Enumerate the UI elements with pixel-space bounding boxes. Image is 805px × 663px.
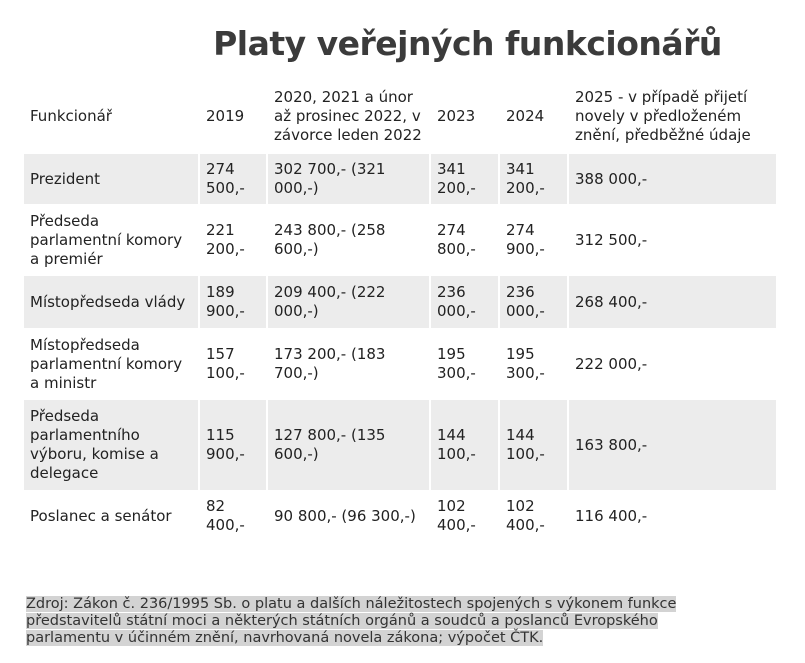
- source-note: [26, 596, 726, 647]
- cell-2020-2022: 173 200,- (183 700,-): [268, 328, 431, 400]
- table-row: [24, 400, 778, 490]
- column-header-2025: 2025 - v případě přijetí novely v předloženém znění, předběžné údaje: [575, 87, 751, 144]
- cell-2020-2022: 243 800,- (258 600,-): [268, 204, 431, 276]
- cell-2025: 268 400,-: [569, 276, 778, 328]
- cell-2024: 236 000,-: [500, 276, 569, 328]
- table-title: Platy veřejných funkcionářů: [213, 24, 722, 63]
- cell-2023: 341 200,-: [431, 154, 500, 204]
- column-header-2019: 2019: [206, 106, 245, 125]
- cell-2020-2022: 209 400,- (222 000,-): [268, 276, 431, 328]
- table-row: [24, 490, 778, 542]
- cell-2023: 236 000,-: [431, 276, 500, 328]
- column-header-2020-2022: 2020, 2021 a únor až prosinec 2022, v závorce leden 2022: [274, 87, 422, 144]
- cell-2023: 195 300,-: [431, 328, 500, 400]
- cell-official: Místopředseda vlády: [24, 276, 200, 328]
- cell-2024: 341 200,-: [500, 154, 569, 204]
- cell-2019: 221 200,-: [200, 204, 268, 276]
- cell-2020-2022: 90 800,- (96 300,-): [268, 490, 431, 542]
- source-text: Zdroj: Zákon č. 236/1995 Sb. o platu a dalších náležitostech spojených s výkonem funkce představitelů státní moci a některých státních orgánů a soudců a poslanců Evropského parlamentu v účinném znění, navrhovaná novela zákona; výpočet ČTK.: [26, 596, 677, 646]
- cell-2019: 189 900,-: [200, 276, 268, 328]
- column-header-2024: 2024: [506, 106, 545, 125]
- cell-2020-2022: 127 800,- (135 600,-): [268, 400, 431, 490]
- cell-2025: 222 000,-: [569, 328, 778, 400]
- cell-2019: 115 900,-: [200, 400, 268, 490]
- cell-2025: 388 000,-: [569, 154, 778, 204]
- column-header-official: Funkcionář: [30, 106, 112, 125]
- cell-2025: 312 500,-: [569, 204, 778, 276]
- salary-table: [24, 78, 778, 542]
- cell-2020-2022: 302 700,- (321 000,-): [268, 154, 431, 204]
- cell-official: Poslanec a senátor: [24, 490, 200, 542]
- cell-2019: 82 400,-: [200, 490, 268, 542]
- table-row: [24, 154, 778, 204]
- cell-2024: 102 400,-: [500, 490, 569, 542]
- cell-2024: 195 300,-: [500, 328, 569, 400]
- cell-2025: 163 800,-: [569, 400, 778, 490]
- cell-2023: 274 800,-: [431, 204, 500, 276]
- cell-2024: 144 100,-: [500, 400, 569, 490]
- cell-2023: 102 400,-: [431, 490, 500, 542]
- cell-official: Prezident: [24, 154, 200, 204]
- table-row: [24, 276, 778, 328]
- header-row: [24, 78, 778, 154]
- cell-official: Předseda parlamentní komory a premiér: [24, 204, 200, 276]
- cell-2024: 274 900,-: [500, 204, 569, 276]
- cell-2025: 116 400,-: [569, 490, 778, 542]
- cell-2019: 274 500,-: [200, 154, 268, 204]
- cell-official: Předseda parlamentního výboru, komise a delegace: [24, 400, 200, 490]
- cell-2023: 144 100,-: [431, 400, 500, 490]
- cell-official: Místopředseda parlamentní komory a ministr: [24, 328, 200, 400]
- table-row: [24, 328, 778, 400]
- column-header-2023: 2023: [437, 106, 476, 125]
- table-row: [24, 204, 778, 276]
- cell-2019: 157 100,-: [200, 328, 268, 400]
